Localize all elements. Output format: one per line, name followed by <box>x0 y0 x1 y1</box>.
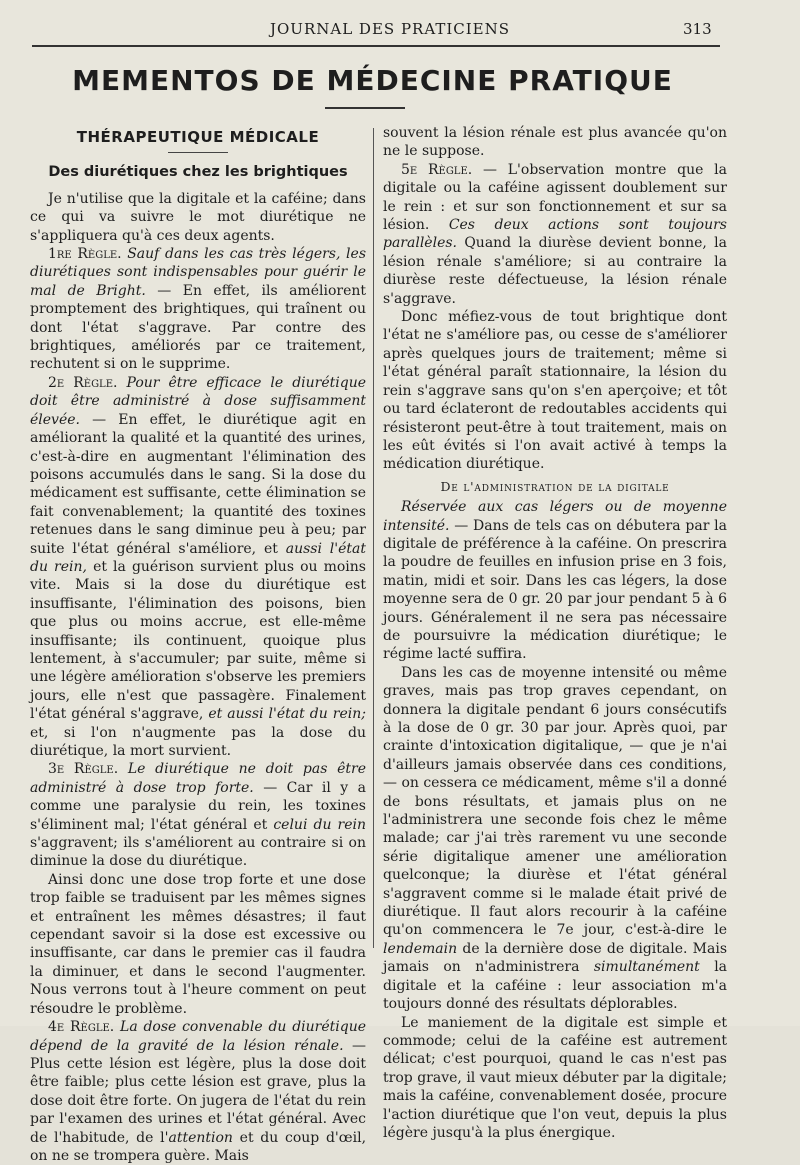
rule-3-text-b: s'aggravent; ils s'améliorent au contraire si on diminue la dose du diurétique. <box>30 835 366 870</box>
column-divider <box>373 128 374 948</box>
rule-4-label: 4e Règle. <box>48 1019 115 1036</box>
rule-5-paragraph <box>383 161 727 308</box>
article-heading: THÉRAPEUTIQUE MÉDICALE <box>76 128 320 146</box>
rule-2-text-c: et, si l'on n'augmente pas la dose du diurétique, la mort survient. <box>30 724 366 759</box>
moyenne-intensite-paragraph <box>383 664 727 1014</box>
moyenne-text-b: de la dernière dose de digitale. Mais jamais on n'administrera <box>383 940 728 976</box>
section-title-rule <box>325 107 405 109</box>
rule-4-italic-b: attention <box>168 1129 233 1146</box>
rule-1-text: — En effet, ils améliorent promptement des brightiques, qui traînent ou dont l'état s'aggrave. Par contre des brightiques, améliorés par ce traitement, rechutent si on le supprime. <box>30 282 366 373</box>
rule-2-statement: Pour être efficace le diurétique doit être administré à dose suffisamment élevée. <box>30 374 366 428</box>
rule-4-statement: La dose convenable du diurétique dépend de la gravité de la lésion rénale. <box>30 1019 367 1054</box>
rule-2-label: 2e Règle. <box>48 374 118 391</box>
rule-3-text-a: — Car il y a comme une paralysie du rein, les toxines s'éliminent mal; l'état général et <box>30 779 367 833</box>
moyenne-text-a: Dans les cas de moyenne intensité ou même graves, mais pas trop graves cependant, on donnera la digitale pendant 6 jours consécutifs à la dose de 0 gr. 30 par jour. Après quoi, par crainte d'intoxication digitalique, — que je n'ai d'ailleurs jamais observée dans ces conditions, — on cessera ce médicament, même s'il a donné de bons résultats, et jamais plus on ne l'administrera une seconde fois chez le même malade; car j'ai très rarement vu une seconde série digitalique amener une amélioration quelconque; la diurèse et l'état général s'aggravent comme si le malade était privé de diurétique. Il faut alors recourir à la caféine qu'on commencera le 7e jour, c'est-à-dire le <box>383 664 727 939</box>
continuation-paragraph: souvent la lésion rénale est plus avancée qu'on ne le suppose. <box>383 125 727 160</box>
administration-statement: Réservée aux cas légers ou de moyenne intensité. <box>383 499 727 534</box>
ainsi-paragraph: Ainsi donc une dose trop forte et une dose trop faible se traduisent par les mêmes signes et entraînent les mêmes désastres; il faut cependant savoir si la dose est excessive ou insuffisante, car dans le premier cas il faudra la diminuer, et dans le second l'augmenter. Nous verrons tout à l'heure comment on peut résoudre le problème. <box>30 871 366 1017</box>
rule-3-paragraph <box>30 760 366 870</box>
rule-3-statement: Le diurétique ne doit pas être administré à dose trop forte. <box>30 761 366 796</box>
rule-4-paragraph <box>30 1018 366 1165</box>
rule-3-label: 3e Règle. <box>48 761 119 778</box>
administration-paragraph <box>383 498 727 664</box>
article-subheading: Des diurétiques chez les brightiques <box>48 164 348 181</box>
section-title: MEMENTOS DE MÉDECINE PRATIQUE <box>72 64 673 97</box>
rule-2-italic-c: et aussi l'état du rein; <box>208 706 366 723</box>
rule-4-text-b: et du coup d'œil, on ne se trompera guère. Mais <box>30 1129 367 1164</box>
rule-5-statement: Ces deux actions sont toujours parallèles. <box>383 217 727 252</box>
administration-text: — Dans de tels cas on débutera par la digitale de préférence à la caféine. On prescrira la poudre de feuilles en infusion prise en 3 fois, matin, midi et soir. Dans les cas légers, la dose moyenne sera de 0 gr. 20 par jour pendant 5 à 6 jours. Généralement il ne sera pas nécessaire de poursuivre la médication diurétique; le régime lacté suffira. <box>383 517 727 663</box>
moyenne-text-c: la digitale et la caféine : leur association m'a toujours donné des résultats déplorables. <box>383 959 728 1013</box>
rule-2-paragraph <box>30 374 366 761</box>
mefiez-paragraph: Donc méfiez-vous de tout brightique dont l'état ne s'améliore pas, ou cesse de s'améliorer après quelques jours de traitement; même si l'état général paraît stationnaire, la lésion du rein s'aggrave sans qu'on s'en aperçoive; et tôt ou tard éclateront de redoutables accidents qui résisteront peut-être à tout traitement, mais on les eût évités si l'on avait activé à temps la médication diurétique. <box>383 309 727 473</box>
rule-3-italic-b: celui du rein <box>273 816 367 833</box>
administration-heading: De l'administration de la digitale <box>440 478 670 494</box>
rule-1-statement: Sauf dans les cas très légers, les diurétiques sont indispensables pour guérir le mal de Bright. <box>30 246 366 299</box>
header-rule <box>32 45 720 47</box>
rule-1-paragraph <box>30 245 366 374</box>
rule-2-text-b: et la guérison survient plus ou moins vite. Mais si la dose du diurétique est insuffisante, l'élimination des poisons, bien que plus ou moins accrue, est elle-même insuffisante; ils continuent, quoique plus lentement, à s'accumuler; par suite, même si une légère amélioration s'observe les premiers jours, elle n'est que passagère. Finalement l'état général s'aggrave, <box>30 558 366 723</box>
left-column <box>30 128 366 1165</box>
rule-2-italic-b: aussi l'état du rein, <box>30 540 366 575</box>
running-head <box>0 18 800 42</box>
intro-paragraph: Je n'utilise que la digitale et la caféine; dans ce qui va suivre le mot diurétique ne s'appliquera qu'à ces deux agents. <box>30 190 366 244</box>
moyenne-italic-1: lendemain <box>383 940 458 957</box>
rule-5-label: 5e Règle. <box>401 161 473 178</box>
right-column <box>383 124 727 1142</box>
moyenne-italic-2: simultanément <box>593 959 700 976</box>
rule-2-text-a: — En effet, le diurétique agit en améliorant la qualité et la quantité des urines, c'est-à-dire en augmentant l'élimination des poisons accumulés dans le sang. Si la dose du médicament est suffisante, cette élimination se fait convenablement; la quantité des toxines retenues dans le sang diminue peu à peu; par suite l'état général s'améliore, et <box>30 411 367 557</box>
article-heading-rule <box>168 152 228 153</box>
page-number: 313 <box>683 20 712 38</box>
maniement-paragraph: Le maniement de la digitale est simple et commode; celui de la caféine est autrement délicat; c'est pourquoi, quand le cas n'est pas trop grave, il vaut mieux débuter par la digitale; mais la caféine, convenablement dosée, procure l'action diurétique que l'on veut, depuis la plus légère jusqu'à la plus énergique. <box>383 1014 727 1141</box>
journal-title: JOURNAL DES PRATICIENS <box>270 20 511 38</box>
rule-5-text-b: Quand la diurèse devient bonne, la lésion rénale s'améliore; si au contraire la diurèse reste défectueuse, la lésion rénale s'aggrave. <box>383 235 728 307</box>
rule-4-text-a: — Plus cette lésion est légère, plus la dose doit être faible; plus cette lésion est grave, plus la dose doit être forte. On jugera de l'état du rein par l'examen des urines et l'état général. Avec de l'habitude, de l' <box>30 1037 366 1146</box>
rule-5-text-a: — L'observation montre que la digitale ou la caféine agissent doublement sur le rein : et sur son fonctionnement et sur sa lésion. <box>383 161 727 234</box>
rule-1-label: 1re Règle. <box>48 246 122 263</box>
